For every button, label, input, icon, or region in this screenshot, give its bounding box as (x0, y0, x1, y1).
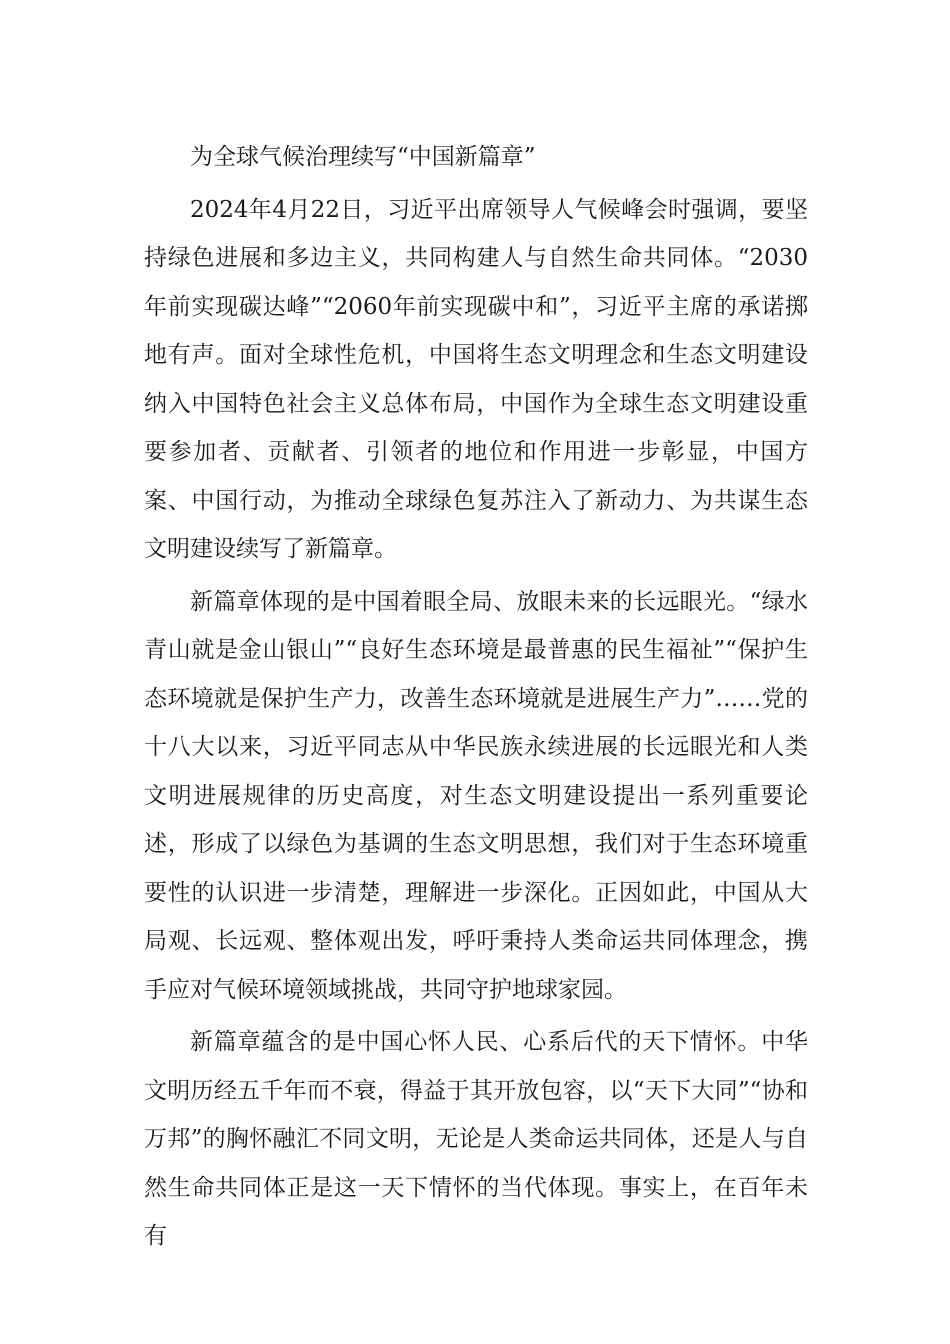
document-title: 为全球气候治理续写“中国新篇章” (190, 144, 536, 170)
paragraph-1: 2024年4月22日，习近平出席领导人气候峰会时强调，要坚持绿色进展和多边主义，共同构建人与自然生命共同体。“2030年前实现碳达峰”“2060年前实现碳中和”，习近平主席的承诺掷地有声。面对全球性危机，中国将生态文明理念和生态文明建设纳入中国特色社会主义总体布局，中国作为全球生态文明建设重要参加者、贡献者、引领者的地位和作用进一步彰显，中国方案、中国行动，为推动全球绿色复苏注入了新动力、为共谋生态文明建设续写了新篇章。 (144, 196, 808, 562)
document-body (144, 133, 808, 1265)
paragraph-3: 新篇章蕴含的是中国心怀人民、心系后代的天下情怀。中华文明历经五千年而不衰，得益于其开放包容，以“天下大同”“协和万邦”的胸怀融汇不同文明，无论是人类命运共同体，还是人与自然生命共同体正是这一天下情怀的当代体现。事实上，在百年未有 (144, 1029, 808, 1249)
paragraph-2: 新篇章体现的是中国着眼全局、放眼未来的长远眼光。“绿水青山就是金山银山”“良好生态环境是最普惠的民生福祉”“保护生态环境就是保护生产力，改善生态环境就是进展生产力”……党的十八大以来，习近平同志从中华民族永续进展的长远眼光和人类文明进展规律的历史高度，对生态文明建设提出一系列重要论述，形成了以绿色为基调的生态文明思想，我们对于生态环境重要性的认识进一步清楚，理解进一步深化。正因如此，中国从大局观、长远观、整体观出发，呼吁秉持人类命运共同体理念，携手应对气候环境领域挑战，共同守护地球家园。 (144, 588, 808, 1003)
